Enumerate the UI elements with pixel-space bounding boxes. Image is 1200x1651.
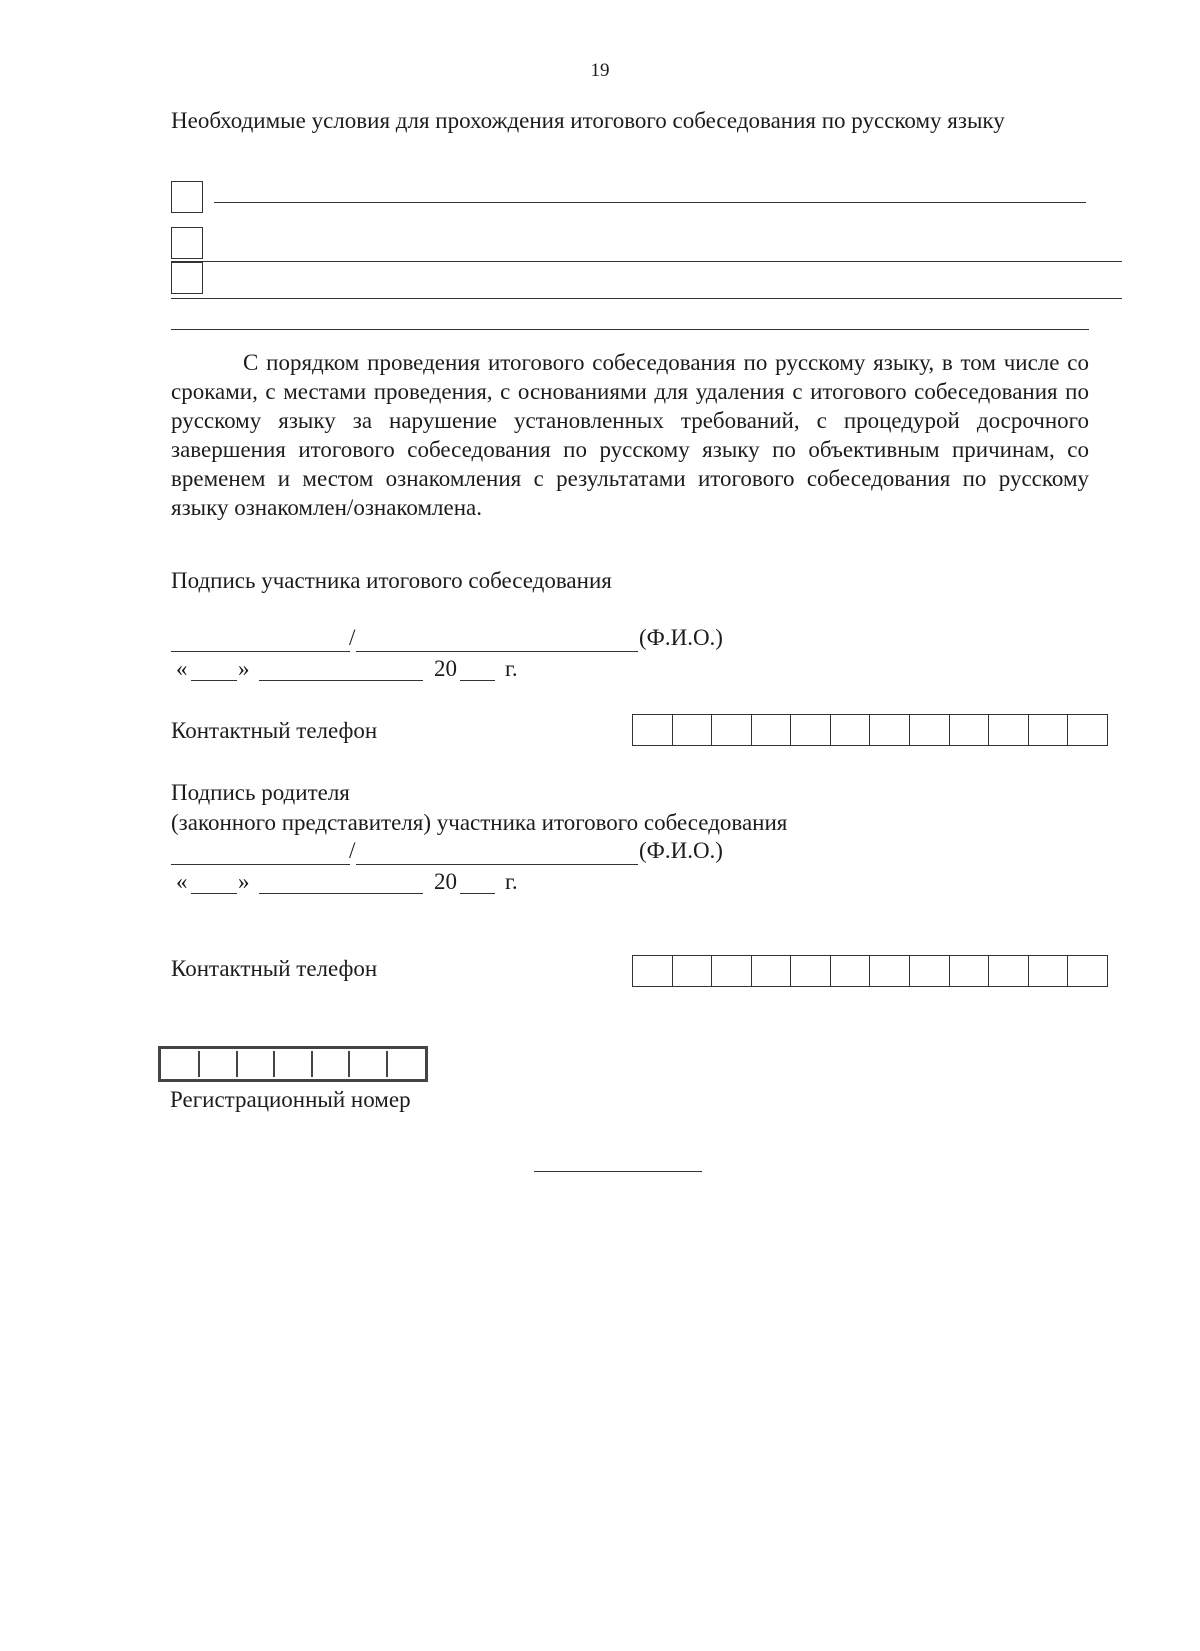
participant-month-line[interactable]: [259, 680, 423, 681]
registration-digit-cell[interactable]: [236, 1051, 273, 1077]
phone-digit-cell[interactable]: [673, 956, 713, 986]
parent-phone-label: Контактный телефон: [171, 956, 378, 981]
parent-slash: /: [349, 838, 356, 863]
phone-digit-cell[interactable]: [633, 956, 673, 986]
participant-fio-label: (Ф.И.О.): [639, 625, 723, 650]
phone-digit-cell[interactable]: [870, 956, 910, 986]
registration-digit-cell[interactable]: [163, 1051, 198, 1077]
participant-phone-label: Контактный телефон: [171, 718, 378, 743]
phone-digit-cell[interactable]: [1029, 956, 1069, 986]
parent-month-line[interactable]: [259, 893, 423, 894]
participant-year-suffix: г.: [505, 656, 518, 681]
registration-number-cells[interactable]: [158, 1046, 428, 1082]
participant-signature-label: Подпись участника итогового собеседования: [171, 568, 612, 593]
participant-year-prefix: 20: [434, 656, 457, 681]
phone-digit-cell[interactable]: [831, 715, 871, 745]
phone-digit-cell[interactable]: [752, 715, 792, 745]
participant-year-line[interactable]: [460, 680, 495, 681]
registration-digit-cell[interactable]: [311, 1051, 348, 1077]
condition-line-3[interactable]: [171, 298, 1122, 299]
parent-day-line[interactable]: [191, 893, 237, 894]
participant-quote-open: «: [176, 656, 188, 681]
phone-digit-cell[interactable]: [831, 956, 871, 986]
condition-checkbox-1[interactable]: [171, 181, 203, 213]
parent-fio-label: (Ф.И.О.): [639, 838, 723, 863]
phone-digit-cell[interactable]: [1068, 715, 1107, 745]
condition-checkbox-2[interactable]: [171, 227, 203, 259]
closing-separator: [534, 1171, 702, 1172]
phone-digit-cell[interactable]: [1068, 956, 1107, 986]
participant-phone-cells[interactable]: [632, 714, 1108, 746]
registration-digit-cell[interactable]: [386, 1051, 423, 1077]
registration-digit-cell[interactable]: [348, 1051, 385, 1077]
registration-digit-cell[interactable]: [198, 1051, 235, 1077]
parent-phone-cells[interactable]: [632, 955, 1108, 987]
participant-signature-line[interactable]: [171, 651, 350, 652]
phone-digit-cell[interactable]: [950, 956, 990, 986]
parent-year-line[interactable]: [460, 893, 495, 894]
participant-day-line[interactable]: [191, 680, 237, 681]
parent-fio-line[interactable]: [356, 864, 638, 865]
phone-digit-cell[interactable]: [791, 715, 831, 745]
phone-digit-cell[interactable]: [1029, 715, 1069, 745]
condition-checkbox-3[interactable]: [171, 262, 203, 294]
phone-digit-cell[interactable]: [712, 956, 752, 986]
participant-fio-line[interactable]: [356, 651, 638, 652]
parent-signature-line[interactable]: [171, 864, 350, 865]
phone-digit-cell[interactable]: [910, 956, 950, 986]
parent-signature-label-line1: Подпись родителя: [171, 780, 350, 805]
phone-digit-cell[interactable]: [870, 715, 910, 745]
parent-year-prefix: 20: [434, 869, 457, 894]
phone-digit-cell[interactable]: [910, 715, 950, 745]
phone-digit-cell[interactable]: [752, 956, 792, 986]
parent-quote-close: »: [238, 869, 250, 894]
registration-digit-cell[interactable]: [273, 1051, 310, 1077]
registration-number-label: Регистрационный номер: [170, 1087, 411, 1112]
phone-digit-cell[interactable]: [989, 956, 1029, 986]
condition-line-4[interactable]: [171, 329, 1089, 330]
phone-digit-cell[interactable]: [673, 715, 713, 745]
condition-line-1[interactable]: [214, 202, 1086, 203]
acknowledgement-text: С порядком проведения итогового собеседования по русскому языку, в том числе со сроками, с местами проведения, с основаниями для удаления с итогового собеседования по русскому языку за нарушение установленных требований, с процедурой досрочного завершения итогового собеседования по русскому языку по объективным причинам, со временем и местом ознакомления с результатами итогового собеседования по русскому языку ознакомлен/ознакомлена.: [171, 350, 1089, 520]
page-number: 19: [590, 60, 610, 81]
phone-digit-cell[interactable]: [791, 956, 831, 986]
parent-signature-label-line2: (законного представителя) участника итогового собеседования: [171, 810, 788, 835]
phone-digit-cell[interactable]: [633, 715, 673, 745]
parent-quote-open: «: [176, 869, 188, 894]
phone-digit-cell[interactable]: [950, 715, 990, 745]
participant-quote-close: »: [238, 656, 250, 681]
parent-year-suffix: г.: [505, 869, 518, 894]
condition-line-2[interactable]: [171, 261, 1122, 262]
conditions-heading: Необходимые условия для прохождения итогового собеседования по русскому языку: [171, 108, 1005, 133]
participant-slash: /: [349, 625, 356, 650]
phone-digit-cell[interactable]: [989, 715, 1029, 745]
phone-digit-cell[interactable]: [712, 715, 752, 745]
